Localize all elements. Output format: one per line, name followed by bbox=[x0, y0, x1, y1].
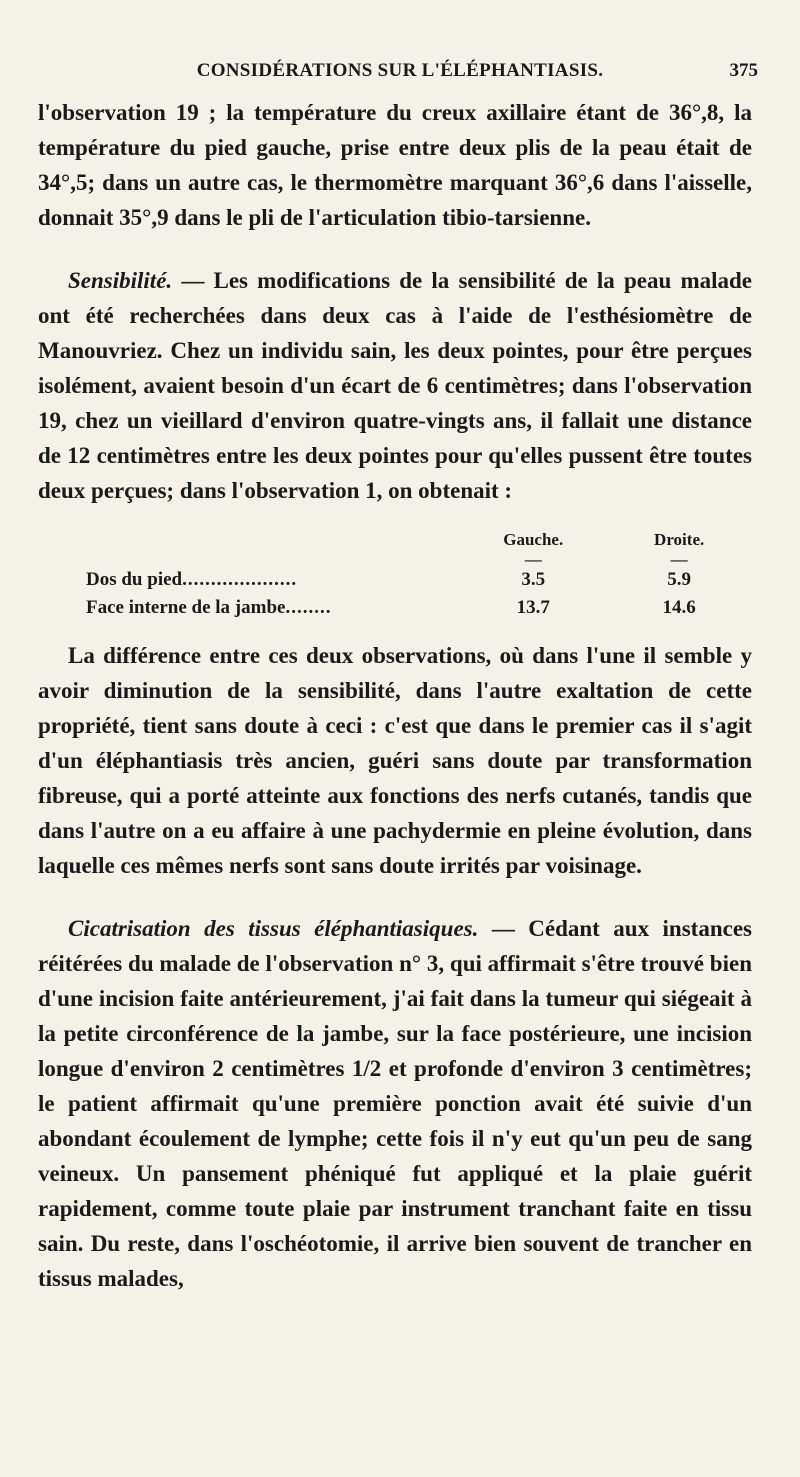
running-title: CONSIDÉRATIONS SUR L'ÉLÉPHANTIASIS. bbox=[196, 60, 604, 81]
table-cell-droite: 5.9 bbox=[667, 569, 692, 590]
table-header-row bbox=[86, 526, 752, 554]
paragraph-cicatrisation-text: — Cédant aux instances réitérées du malade de l'observation n° 3, qui affirmait s'être trouvé bien d'une incision faite antérieurement, j'ai fait dans la tumeur qui siégeait à la petite circonférence de la jambe, sur la face postérieure, une incision longue d'environ 2 centimètres 1/2 et profonde d'environ 3 centimètres; le patient affirmait qu'une première ponction avait été suivie d'un abondant écoulement de lymphe; cette fois il n'y eut qu'un peu de sang veineux. Un pansement phéniqué fut appliqué et la plaie guérit rapidement, comme toute plaie par instrument tranchant faite en tissu sain. Du reste, dans l'oschéotomie, il arrive bien souvent de trancher en tissus malades, bbox=[38, 916, 752, 1291]
table-dash-droite: — bbox=[670, 550, 688, 569]
table-row-label bbox=[86, 594, 460, 622]
paragraph-sensibilite-text: — Les modifications de la sensibilité de la peau malade ont été recherchées dans deux cas à l'aide de l'esthésiomètre de Manouvriez. Chez un individu sain, les deux pointes, pour être perçues isolément, avaient besoin d'un écart de 6 centimètres; dans l'observation 19, chez un vieillard d'environ quatre-vingts ans, il fallait une distance de 12 centimètres entre les deux pointes pour qu'elles pussent être toutes deux perçues; dans l'observation 1, on obtenait : bbox=[38, 268, 752, 503]
table-dash-gauche: — bbox=[524, 550, 542, 569]
table-row bbox=[86, 566, 752, 594]
table-row-label bbox=[86, 566, 460, 594]
paragraph-sensibilite bbox=[38, 263, 752, 508]
paragraph-gap bbox=[38, 235, 752, 263]
table-dash-row bbox=[86, 554, 752, 566]
paragraph-cicatrisation bbox=[38, 911, 752, 1296]
table-header-droite: Droite. bbox=[654, 530, 705, 549]
row-label-text: Dos du pied bbox=[86, 569, 183, 590]
paragraph-difference: La différence entre ces deux observations, où dans l'une il semble y avoir diminution de la sensibilité, dans l'autre exaltation de cette propriété, tient sans doute à ceci : c'est que dans le premier cas il s'agit d'un éléphantiasis très ancien, guéri sans doute par transformation fibreuse, qui a porté atteinte aux fonctions des nerfs cutanés, tandis que dans l'autre on a eu affaire à une pachydermie en pleine évolution, dans laquelle ces mêmes nerfs sont sans doute irrités par voisinage. bbox=[38, 643, 752, 878]
table-cell-gauche: 13.7 bbox=[516, 597, 550, 618]
page-body bbox=[38, 95, 752, 1296]
sensibility-table bbox=[86, 526, 752, 622]
page-number: 375 bbox=[729, 60, 758, 81]
section-title-cicatrisation: Cicatrisation des tissus éléphantiasiques. bbox=[68, 916, 479, 941]
running-head bbox=[38, 60, 762, 88]
leader-dots: .................... bbox=[182, 569, 298, 590]
table-dash-empty bbox=[86, 554, 460, 566]
table-header-empty bbox=[86, 526, 460, 554]
table-cell-droite: 14.6 bbox=[662, 597, 696, 618]
table-header-gauche: Gauche. bbox=[503, 530, 564, 549]
table-cell-gauche: 3.5 bbox=[521, 569, 546, 590]
paragraph-gap bbox=[38, 883, 752, 911]
section-title-sensibilite: Sensibilité. bbox=[68, 268, 173, 293]
leader-dots: ........ bbox=[285, 597, 332, 618]
table-row bbox=[86, 594, 752, 622]
row-label-text: Face interne de la jambe bbox=[86, 597, 286, 618]
paragraph-temperature: l'observation 19 ; la température du creux axillaire étant de 36°,8, la température du pied gauche, prise entre deux plis de la peau était de 34°,5; dans un autre cas, le thermomètre marquant 36°,6 dans l'aisselle, donnait 35°,9 dans le pli de l'articulation tibio-tarsienne. bbox=[38, 100, 752, 230]
